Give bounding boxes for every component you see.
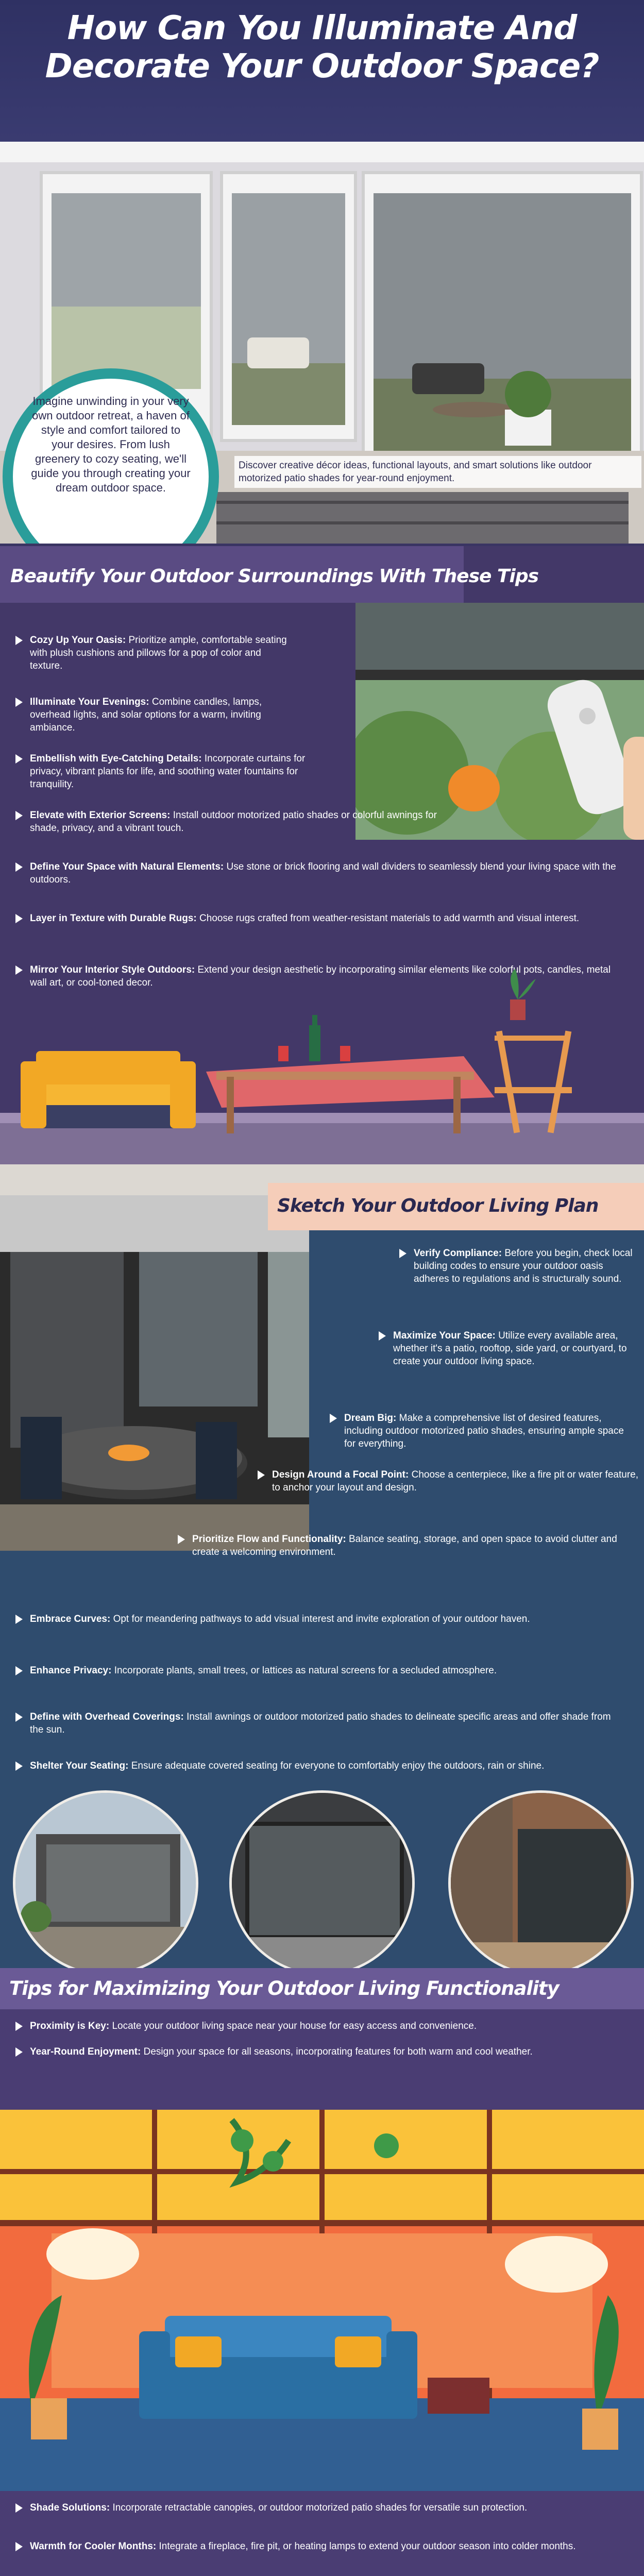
tip-title: Design Around a Focal Point: (272, 1469, 409, 1480)
tip-item (15, 2540, 623, 2553)
tip-item (15, 860, 618, 886)
triangle-bullet-icon (15, 811, 23, 820)
tip-title: Mirror Your Interior Style Outdoors: (30, 964, 195, 975)
tip-text: Prioritize ample, comfortable seating with plush cushions and pillows for a pop of color and texture. (30, 635, 287, 671)
tip-title: Define Your Space with Natural Elements: (30, 861, 224, 872)
beautify-heading: Beautify Your Outdoor Surroundings With These Tips (10, 566, 539, 587)
tip-text: Incorporate curtains for privacy, vibrant plants for life, and soothing water fountains for tranquility. (30, 753, 306, 790)
circle-photo-2 (229, 1790, 415, 1968)
tip-text: Make a comprehensive list of desired features, including outdoor motorized patio shades, ensuring ample space for everything. (344, 1413, 624, 1449)
tip-item (15, 752, 325, 791)
tip-text: Incorporate retractable canopies, or outdoor motorized patio shades for versatile sun protection. (110, 2502, 528, 2513)
sketch-section (0, 1164, 644, 1968)
tip-title: Embrace Curves: (30, 1614, 111, 1624)
triangle-bullet-icon (15, 754, 23, 764)
beautify-section (0, 546, 644, 1164)
tips-heading: Tips for Maximizing Your Outdoor Living Functionality (9, 1977, 559, 1999)
tip-item (15, 696, 283, 734)
tip-title: Define with Overhead Coverings: (30, 1711, 184, 1722)
tip-text: Utilize every available area, whether it's a patio, rooftop, side yard, or courtyard, to create your outdoor living space. (393, 1330, 627, 1367)
tip-title: Maximize Your Space: (393, 1330, 496, 1341)
tip-text: Integrate a fireplace, fire pit, or heating lamps to extend your outdoor season into colder months. (156, 2541, 576, 2552)
sketch-heading: Sketch Your Outdoor Living Plan (277, 1195, 599, 1216)
tip-title: Enhance Privacy: (30, 1665, 112, 1676)
tip-item (15, 2020, 623, 2032)
tip-text: Combine candles, lamps, overhead lights, and solar options for a warm, inviting ambiance. (30, 697, 262, 733)
tip-title: Verify Compliance: (414, 1248, 502, 1259)
tip-title: Illuminate Your Evenings: (30, 697, 149, 707)
tip-title: Dream Big: (344, 1413, 397, 1423)
intro-section (0, 142, 644, 544)
tip-title: Prioritize Flow and Functionality: (192, 1534, 346, 1545)
tip-text: Balance seating, storage, and open space to avoid clutter and create a welcoming environment. (192, 1534, 617, 1557)
tip-text: Choose a centerpiece, like a fire pit or water feature, to anchor your layout and design. (272, 1469, 638, 1493)
tips-section (0, 1968, 644, 2576)
tip-text: Opt for meandering pathways to add visual interest and invite exploration of your outdoor haven. (110, 1614, 530, 1624)
triangle-bullet-icon (15, 2542, 23, 2551)
tip-text: Choose rugs crafted from weather-resistant materials to add warmth and visual interest. (196, 913, 580, 924)
tip-item (15, 2045, 623, 2058)
tip-title: Proximity is Key: (30, 2021, 110, 2031)
tip-text: Ensure adequate covered seating for everyone to comfortably enjoy the outdoors, rain or shine. (128, 1760, 545, 1771)
tip-title: Shelter Your Seating: (30, 1760, 129, 1771)
page-title-line2: Decorate Your Outdoor Space? (45, 47, 599, 86)
tip-item (15, 1664, 618, 1677)
tip-title: Warmth for Cooler Months: (30, 2541, 157, 2552)
tip-item (379, 1329, 636, 1368)
tip-item (15, 634, 294, 672)
triangle-bullet-icon (15, 2047, 23, 2057)
tip-item (399, 1247, 636, 1285)
triangle-bullet-icon (15, 914, 23, 923)
header-banner (0, 0, 644, 155)
tip-text: Incorporate plants, small trees, or lattices as natural screens for a secluded atmosphere. (111, 1665, 497, 1676)
triangle-bullet-icon (258, 1470, 265, 1480)
triangle-bullet-icon (15, 1666, 23, 1675)
tip-text: Install outdoor motorized patio shades or colorful awnings for shade, privacy, and a vibrant touch. (30, 810, 437, 834)
tip-title: Cozy Up Your Oasis: (30, 635, 126, 646)
tip-item (15, 1710, 618, 1736)
tip-title: Year-Round Enjoyment: (30, 2046, 141, 2057)
tip-item (15, 1613, 618, 1625)
circle-photo-1 (13, 1790, 198, 1968)
triangle-bullet-icon (15, 1615, 23, 1624)
patio-furniture-illustration (0, 969, 644, 1164)
tip-text: Install awnings or outdoor motorized patio shades to delineate specific areas and offer shade from the sun. (30, 1711, 611, 1735)
triangle-bullet-icon (379, 1331, 386, 1341)
tip-item (15, 809, 448, 835)
tip-item (258, 1468, 639, 1494)
tip-text: Before you begin, check local building codes to ensure your outdoor oasis adheres to regulations and is structurally sound. (414, 1248, 633, 1284)
triangle-bullet-icon (178, 1535, 185, 1544)
greenhouse-illustration (0, 2110, 644, 2491)
triangle-bullet-icon (15, 862, 23, 872)
tip-text: Design your space for all seasons, incorporating features for both warm and cool weather. (141, 2046, 533, 2057)
circle-photo-3 (448, 1790, 634, 1968)
tip-item (15, 2501, 623, 2514)
tip-item (15, 912, 618, 925)
remote-photo (355, 603, 644, 840)
triangle-bullet-icon (15, 2503, 23, 2513)
tip-text: Extend your design aesthetic by incorporating similar elements like colorful pots, candles, metal wall art, or cool-toned decor. (30, 964, 611, 988)
tip-title: Elevate with Exterior Screens: (30, 810, 171, 821)
tip-title: Embellish with Eye-Catching Details: (30, 753, 202, 764)
triangle-bullet-icon (15, 1761, 23, 1771)
intro-circle-text: Imagine unwinding in your very own outdoor retreat, a haven of style and comfort tailored to your desires. From lush greenery to cozy seating, we'll guide you through creating your dream outdoor space. (31, 395, 191, 494)
triangle-bullet-icon (15, 636, 23, 645)
triangle-bullet-icon (330, 1414, 337, 1423)
tip-title: Shade Solutions: (30, 2502, 110, 2513)
page-title-line1: How Can You Illuminate And (67, 9, 577, 47)
tip-item (178, 1533, 636, 1558)
triangle-bullet-icon (15, 2022, 23, 2031)
tip-item (330, 1412, 634, 1450)
intro-side-text: Discover creative décor ideas, functional layouts, and smart solutions like outdoor motorized patio shades for year-round enjoyment. (234, 456, 641, 488)
triangle-bullet-icon (15, 698, 23, 707)
tip-item (15, 1759, 618, 1772)
tip-text: Locate your outdoor living space near your house for easy access and convenience. (109, 2021, 477, 2031)
triangle-bullet-icon (399, 1249, 406, 1258)
triangle-bullet-icon (15, 1713, 23, 1722)
tip-title: Layer in Texture with Durable Rugs: (30, 913, 197, 924)
tip-text: Use stone or brick flooring and wall dividers to seamlessly blend your living space with the outdoors. (30, 861, 616, 885)
